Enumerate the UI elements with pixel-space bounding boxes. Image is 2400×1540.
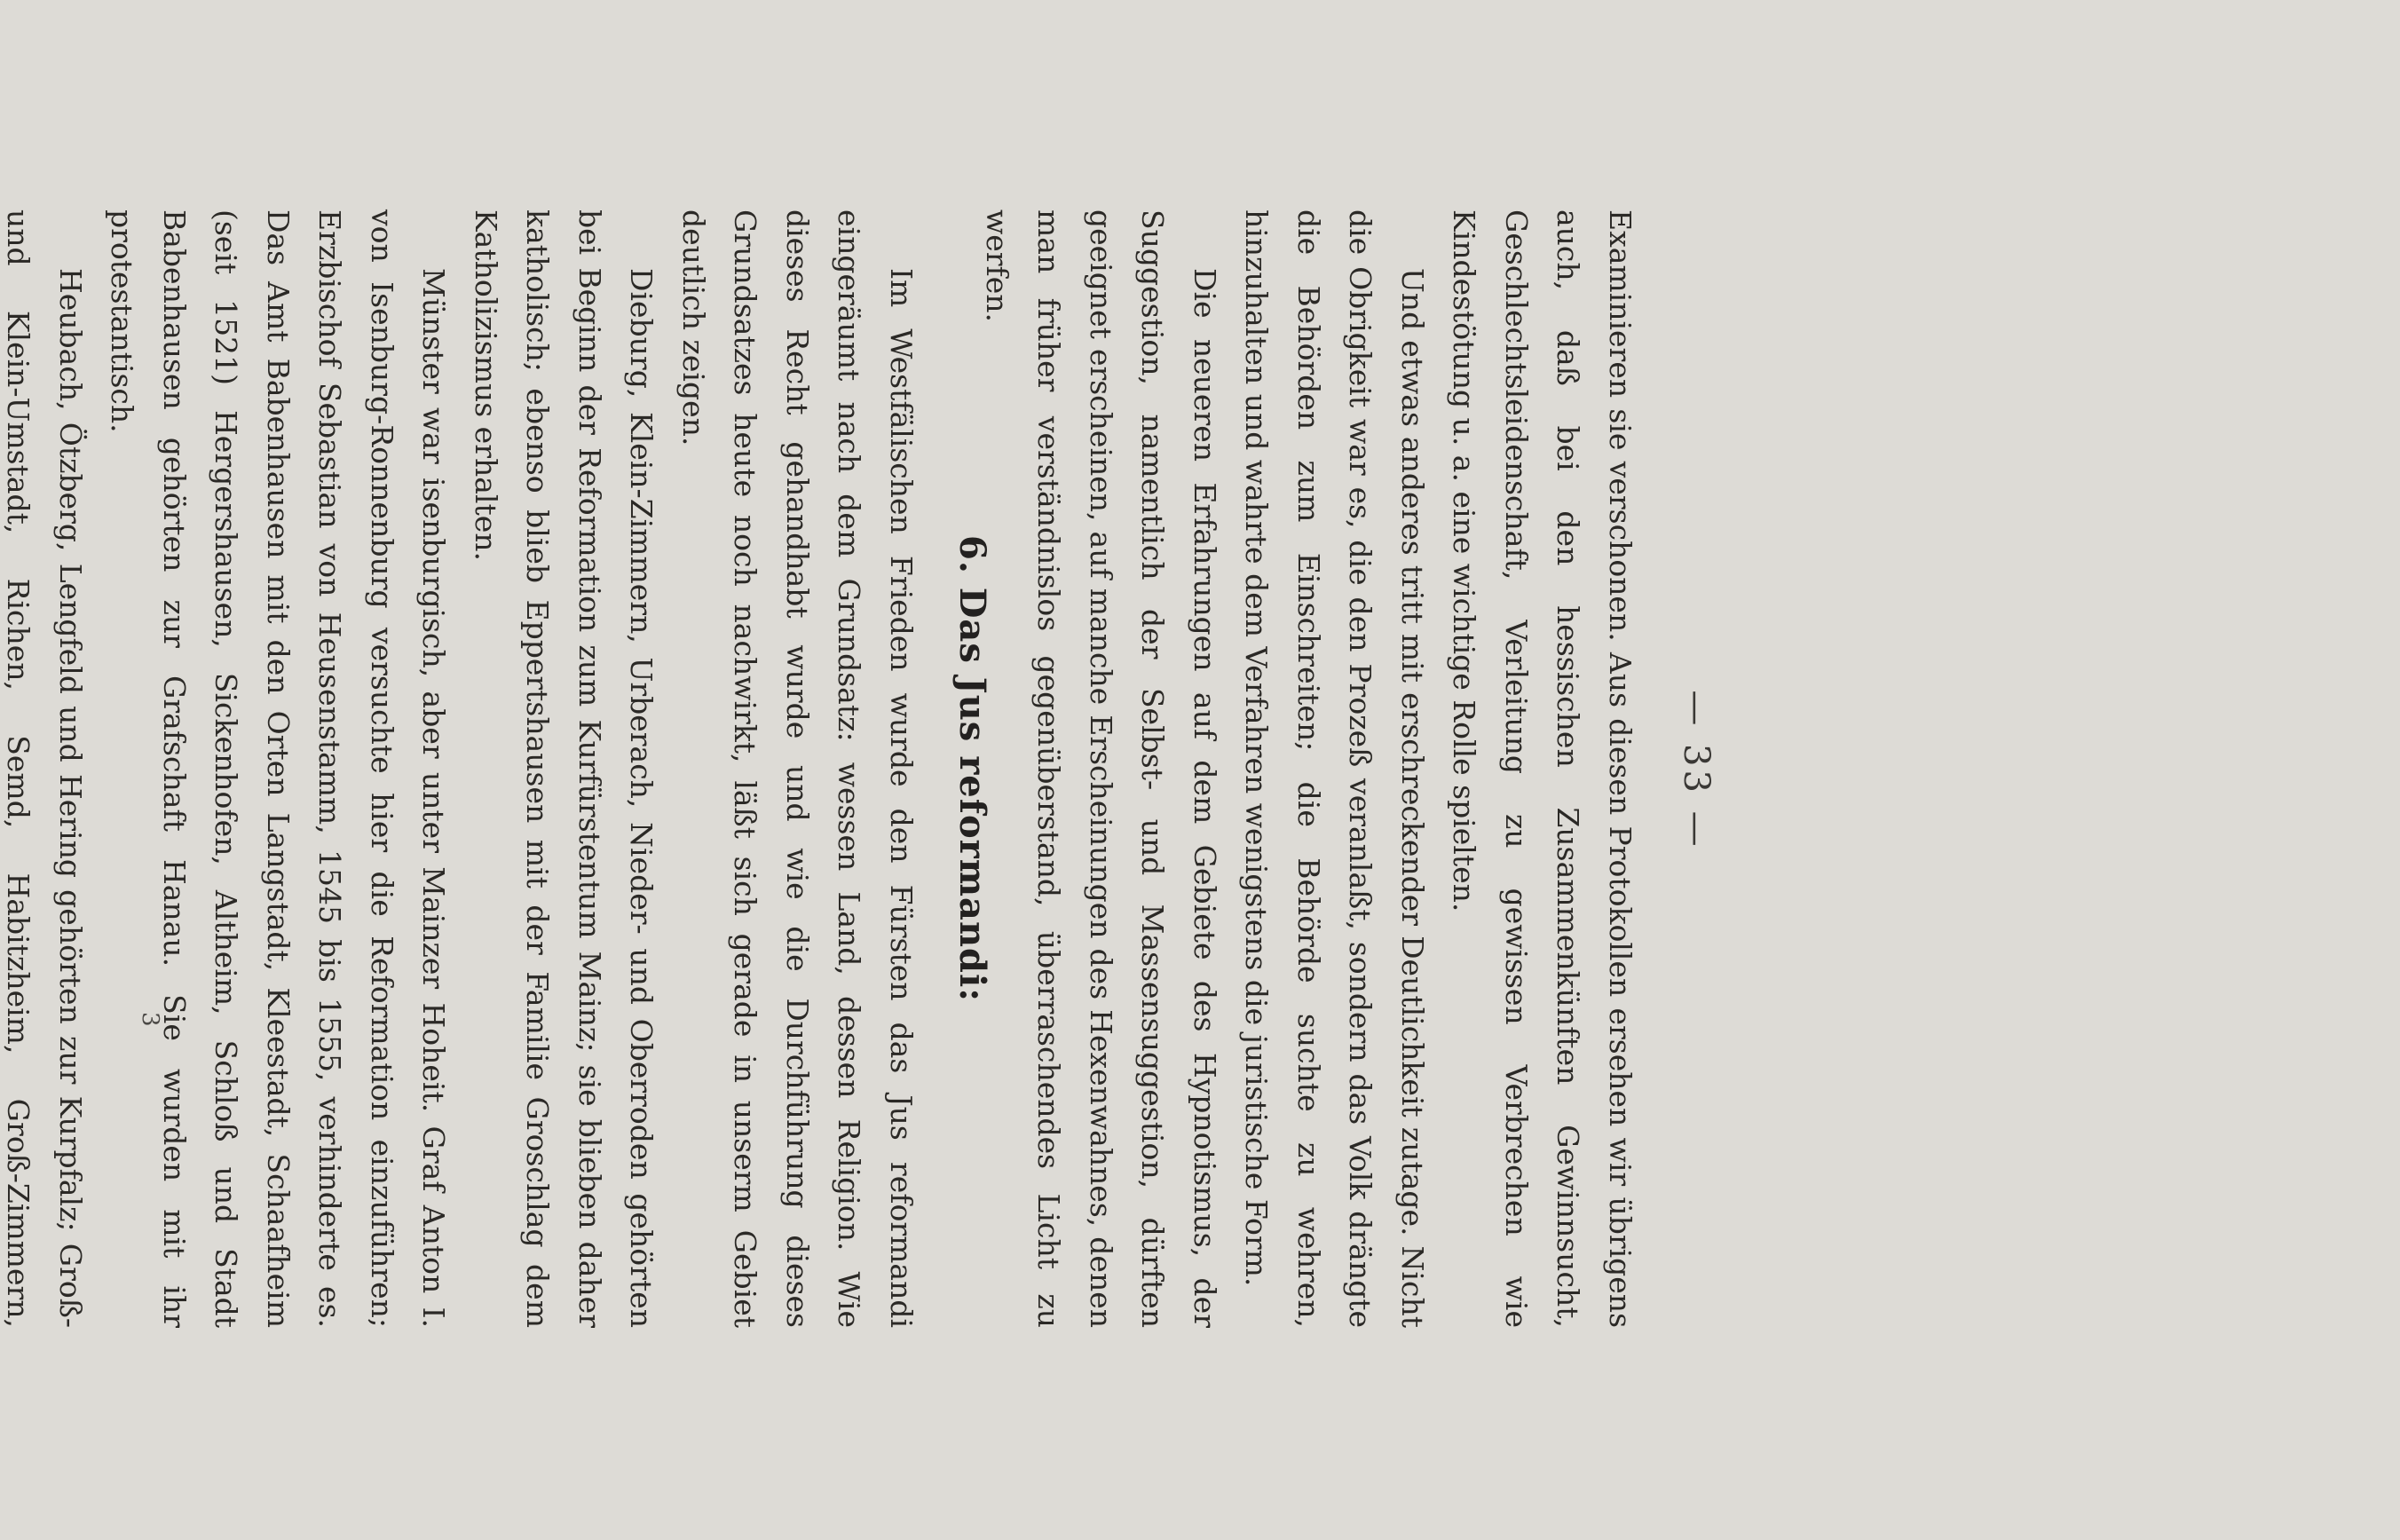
text-block-top bbox=[971, 209, 1646, 1328]
paragraph: Und etwas anderes tritt mit erschreckender Deutlichkeit zutage. Nicht die Obrigkeit war es, die den Prozeß veranlaßt, sondern das Volk drängte die Behörden zum Einschreiten; die Behörde suchte zu wehren, hinzuhalten und wahrte dem Verfahren wenigstens die juristische Form. bbox=[1239, 209, 1430, 1328]
paragraph: Heubach, Ötzberg, Lengfeld und Hering gehörten zur Kurpfalz; Groß- und Klein-Umstadt, Richen, Semd, Habitzheim, Groß-Zimmern, bbox=[1, 209, 88, 1328]
paragraph: Münster war isenburgisch, aber unter Mainzer Hoheit. Graf Anton I. von Isenburg-Ronnenburg versuchte hier die Reformation einzuführen; Erzbischof Sebastian von Heusenstamm, 1545 bis 1555, verhinderte es. Das Amt Babenhausen mit den Orten Langstadt, Kleestadt, Schaafheim (seit 1521) Hergershausen, Sickenhofen, Altheim, Schloß und Stadt Babenhausen gehörten zur Grafschaft Hanau. Sie wurden mit ihr protestantisch. bbox=[105, 209, 452, 1328]
section-heading: 6. Das Jus reformandi: bbox=[951, 535, 993, 1002]
page-number: — 33 — bbox=[1676, 690, 1717, 850]
paragraph: Die neueren Erfahrungen auf dem Gebiete des Hypnotismus, der Suggestion, namentlich der Selbst- und Massensuggestion, dürften geeignet erscheinen, auf manche Erscheinungen des Hexenwahnes, denen man früher verständnislos gegenüberstand, überraschendes Licht zu werfen. bbox=[980, 209, 1222, 1328]
paragraph: Im Westfälischen Frieden wurde den Fürsten das Jus reformandi eingeräumt nach dem Grundsatz: wessen Land, dessen Religion. Wie dieses Recht gehandhabt wurde und wie die Durchführung dieses Grundsatzes heute noch nachwirkt, läßt sich gerade in unserm Gebiet deutlich zeigen. bbox=[676, 209, 919, 1328]
paragraph: Examinieren sie verschonen. Aus diesen Protokollen ersehen wir übrigens auch, daß bei den hessischen Zusammenkünften Gewinnsucht, Geschlechtsleidenschaft, Verleitung zu gewissen Verbrechen wie Kindestötung u. a. eine wichtige Rolle spielten. bbox=[1447, 209, 1638, 1328]
text-block-bottom bbox=[0, 209, 927, 1328]
signature-mark: 3 bbox=[137, 1012, 163, 1027]
paragraph: Dieburg, Klein-Zimmern, Urberach, Nieder- und Oberroden gehörten bei Beginn der Reformation zum Kurfürstentum Mainz; sie blieben daher katholisch; ebenso blieb Eppertshausen mit der Familie Groschlag dem Katholizismus erhalten. bbox=[469, 209, 659, 1328]
